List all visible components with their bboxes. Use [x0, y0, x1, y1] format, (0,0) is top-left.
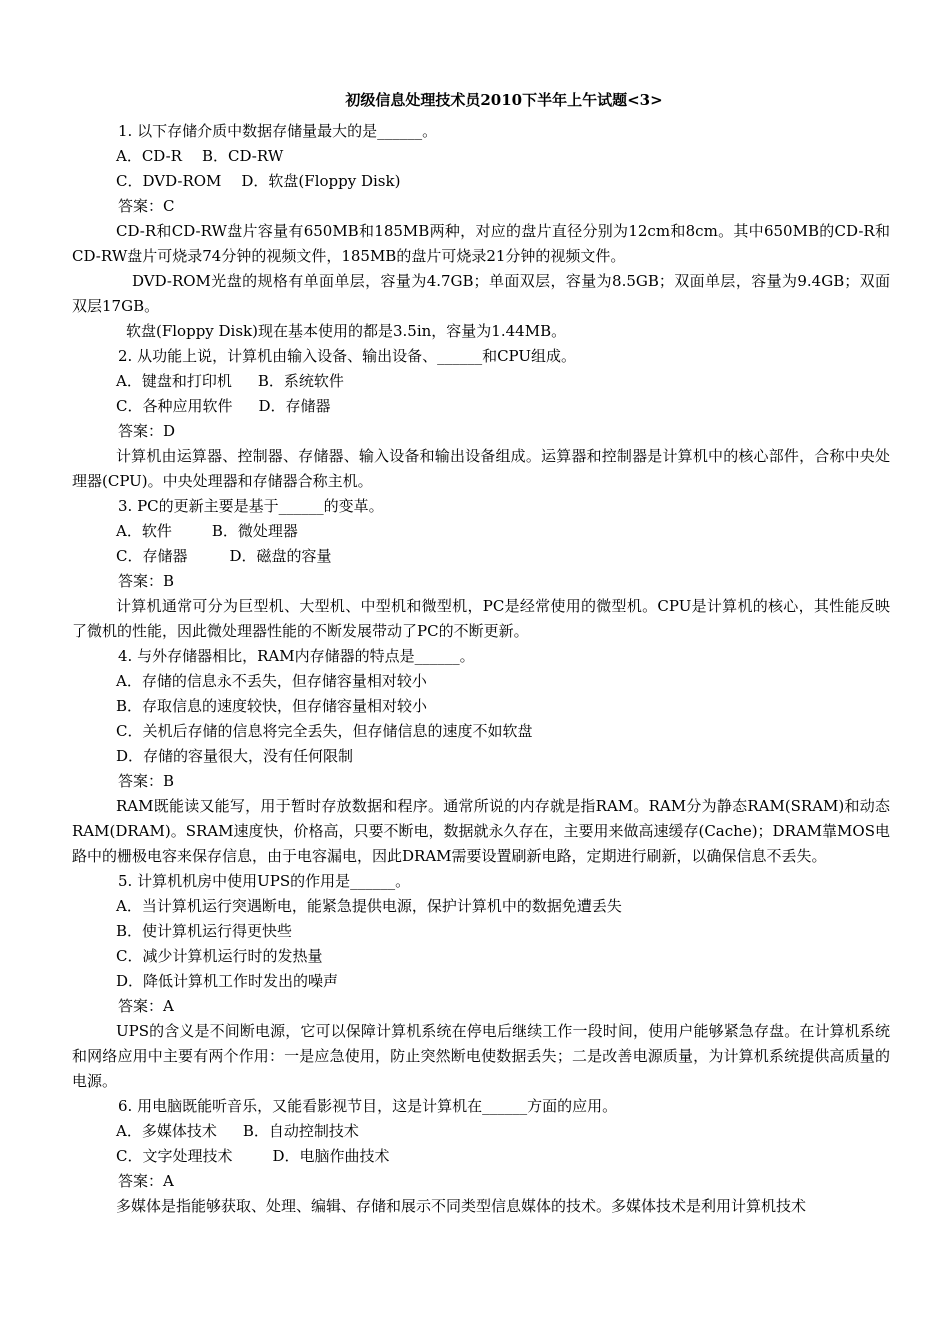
- explanation: 软盘(Floppy Disk)现在基本使用的都是3.5in，容量为1.44MB。: [126, 322, 567, 340]
- question-stem: 4. 与外存储器相比，RAM内存储器的特点是______。: [118, 647, 475, 665]
- option: B．系统软件: [257, 372, 344, 390]
- question-stem: 3. PC的更新主要是基于______的变革。: [118, 497, 384, 515]
- option-row: [72, 1119, 890, 1144]
- option: B．使计算机运行得更快些: [116, 922, 293, 940]
- option: B．自动控制技术: [242, 1122, 359, 1140]
- option: C．文字处理技术: [116, 1147, 233, 1165]
- option: D．降低计算机工作时发出的噪声: [116, 972, 339, 990]
- explanation: RAM既能读又能写，用于暂时存放数据和程序。通常所说的内存就是指RAM。RAM分为静态RAM(SRAM)和动态RAM(DRAM)。SRAM速度快，价格高，只要不断电，数据就永久存在，主要用来做高速缓存(Cache)；DRAM靠MOS电路中的栅极电容来保存信息，由于电容漏电，因此DRAM需要设置刷新电路，定期进行刷新，以确保信息不丢失。: [72, 797, 890, 865]
- option: D．磁盘的容量: [229, 547, 332, 565]
- option-row: [72, 144, 890, 169]
- option: C．减少计算机运行时的发热量: [116, 947, 323, 965]
- option-row: [72, 1144, 890, 1169]
- option: C．各种应用软件: [116, 397, 233, 415]
- explanation: 多媒体是指能够获取、处理、编辑、存储和展示不同类型信息媒体的技术。多媒体技术是利用计算机技术: [116, 1197, 807, 1215]
- question-stem: 1. 以下存储介质中数据存储量最大的是______。: [118, 122, 438, 140]
- question-stem: 5. 计算机机房中使用UPS的作用是______。: [118, 872, 411, 890]
- option: A．CD-R: [116, 147, 182, 165]
- answer: 答案：A: [118, 1172, 174, 1190]
- option: A．当计算机运行突遇断电，能紧急提供电源，保护计算机中的数据免遭丢失: [116, 897, 622, 915]
- explanation: 计算机通常可分为巨型机、大型机、中型机和微型机，PC是经常使用的微型机。CPU是计算机的核心，其性能反映了微机的性能，因此微处理器性能的不断发展带动了PC的不断更新。: [72, 597, 890, 640]
- answer: 答案：B: [118, 572, 175, 590]
- document-page: [72, 88, 890, 1219]
- option: A．存储的信息永不丢失，但存储容量相对较小: [116, 672, 427, 690]
- explanation: CD-R和CD-RW盘片容量有650MB和185MB两种，对应的盘片直径分别为12cm和8cm。其中650MB的CD-R和CD-RW盘片可烧录74分钟的视频文件，185MB的盘片可烧录21分钟的视频文件。: [72, 222, 890, 265]
- option: D．电脑作曲技术: [272, 1147, 390, 1165]
- option-row: [72, 544, 890, 569]
- answer: 答案：C: [118, 197, 175, 215]
- option: D．存储的容量很大，没有任何限制: [116, 747, 354, 765]
- option: C．DVD-ROM: [116, 172, 222, 190]
- document-title: 初级信息处理技术员2010下半年上午试题<3>: [345, 91, 663, 109]
- option-row: [72, 394, 890, 419]
- answer: 答案：D: [118, 422, 176, 440]
- option: C．关机后存储的信息将完全丢失，但存储信息的速度不如软盘: [116, 722, 533, 740]
- question-stem: 6. 用电脑既能听音乐，又能看影视节目，这是计算机在______方面的应用。: [118, 1097, 618, 1115]
- answer: 答案：B: [118, 772, 175, 790]
- explanation: 计算机由运算器、控制器、存储器、输入设备和输出设备组成。运算器和控制器是计算机中的核心部件，合称中央处理器(CPU)。中央处理器和存储器合称主机。: [72, 447, 890, 490]
- option: B．存取信息的速度较快，但存储容量相对较小: [116, 697, 428, 715]
- answer: 答案：A: [118, 997, 174, 1015]
- option: C．存储器: [116, 547, 188, 565]
- option-row: [72, 369, 890, 394]
- option: B．CD-RW: [201, 147, 284, 165]
- explanation: UPS的含义是不间断电源，它可以保障计算机系统在停电后继续工作一段时间，使用户能够紧急存盘。在计算机系统和网络应用中主要有两个作用：一是应急使用，防止突然断电使数据丢失；二是改善电源质量，为计算机系统提供高质量的电源。: [72, 1022, 890, 1090]
- question-stem: 2. 从功能上说，计算机由输入设备、输出设备、______和CPU组成。: [118, 347, 577, 365]
- explanation: DVD-ROM光盘的规格有单面单层，容量为4.7GB；单面双层，容量为8.5GB；双面单层，容量为9.4GB；双面双层17GB。: [72, 272, 890, 315]
- option: A．软件: [116, 522, 172, 540]
- option-row: [72, 519, 890, 544]
- option-row: [72, 169, 890, 194]
- option: A．多媒体技术: [116, 1122, 217, 1140]
- option: D．存储器: [258, 397, 331, 415]
- option: D．软盘(Floppy Disk): [241, 172, 401, 190]
- option: B．微处理器: [211, 522, 298, 540]
- option: A．键盘和打印机: [116, 372, 232, 390]
